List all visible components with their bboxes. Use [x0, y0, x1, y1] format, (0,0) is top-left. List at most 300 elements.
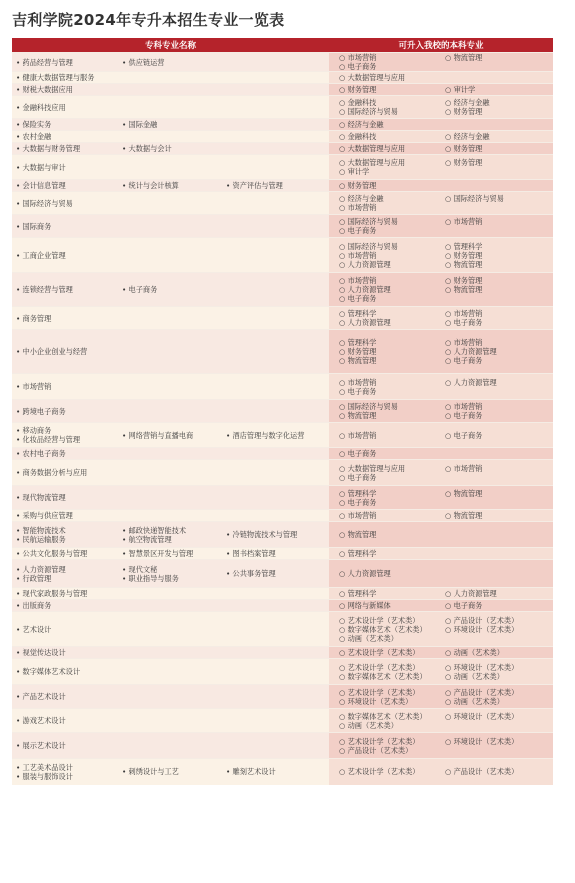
table-row: [12, 131, 553, 143]
undergraduate-major-name: 艺术设计学（艺术类）: [347, 662, 420, 672]
college-major-item: [122, 565, 224, 574]
college-major-name: 公共事务管理: [232, 569, 276, 578]
bullet-icon: •: [16, 102, 23, 112]
circle-bullet-icon: ○: [339, 241, 348, 251]
undergraduate-major-item: [445, 347, 551, 356]
undergraduate-major-item: [445, 625, 551, 634]
circle-bullet-icon: ○: [339, 318, 348, 327]
college-major-item: [16, 565, 120, 574]
undergraduate-major-name: 电子商务: [453, 318, 483, 327]
undergraduate-major-name: 环境设计（艺术类）: [453, 662, 519, 672]
undergraduate-major-cell: [329, 72, 553, 84]
undergraduate-major-name: 经济与金融: [453, 98, 490, 107]
bullet-icon: •: [122, 573, 129, 583]
circle-bullet-icon: ○: [339, 511, 348, 520]
undergraduate-major-name: 财务管理: [453, 107, 483, 116]
table-row: [12, 180, 553, 192]
college-major-name: 资产评估与管理: [232, 181, 283, 190]
circle-bullet-icon: ○: [445, 98, 454, 107]
undergraduate-major-name: 艺术设计学（艺术类）: [347, 648, 420, 657]
undergraduate-major-item: [339, 203, 445, 212]
college-major-name: 市场营销: [22, 382, 52, 391]
table-row: [12, 155, 553, 180]
undergraduate-major-item: [445, 318, 551, 327]
undergraduate-major-name: 人力资源管理: [347, 318, 391, 327]
circle-bullet-icon: ○: [339, 736, 348, 746]
bullet-icon: •: [16, 534, 23, 544]
undergraduate-major-name: 环境设计（艺术类）: [453, 624, 519, 634]
circle-bullet-icon: ○: [339, 98, 348, 107]
bullet-icon: •: [16, 162, 23, 172]
college-major-cell: [12, 374, 329, 400]
undergraduate-major-item: [339, 62, 445, 71]
undergraduate-major-item: [339, 181, 445, 190]
undergraduate-major-item: [445, 712, 551, 721]
table-row: [12, 307, 553, 330]
circle-bullet-icon: ○: [445, 318, 454, 327]
undergraduate-major-item: [339, 132, 445, 141]
college-major-item: [226, 181, 326, 190]
undergraduate-major-name: 物流管理: [347, 356, 377, 365]
college-major-cell: [12, 238, 329, 273]
undergraduate-major-cell: [329, 647, 553, 659]
college-major-cell: [12, 510, 329, 522]
circle-bullet-icon: ○: [339, 530, 348, 539]
bullet-icon: •: [16, 57, 23, 67]
circle-bullet-icon: ○: [339, 497, 348, 507]
undergraduate-major-item: [445, 217, 551, 226]
circle-bullet-icon: ○: [339, 745, 348, 755]
college-major-cell: [12, 96, 329, 119]
undergraduate-major-name: 管理科学: [347, 338, 377, 347]
table-row: [12, 647, 553, 659]
undergraduate-major-name: 网络与新媒体: [347, 601, 391, 610]
undergraduate-major-item: [445, 464, 551, 473]
college-major-name: 移动商务: [22, 426, 52, 435]
college-major-item: [16, 449, 120, 458]
college-major-cell: [12, 273, 329, 307]
undergraduate-major-cell: [329, 612, 553, 647]
circle-bullet-icon: ○: [445, 338, 454, 347]
table-row: [12, 423, 553, 448]
undergraduate-major-cell: [329, 733, 553, 759]
bullet-icon: •: [16, 382, 23, 391]
bullet-icon: •: [16, 250, 23, 260]
bullet-icon: •: [16, 573, 23, 583]
undergraduate-major-name: 财务管理: [347, 181, 377, 190]
bullet-icon: •: [122, 525, 129, 535]
undergraduate-major-item: [339, 242, 445, 251]
college-major-cell: [12, 522, 329, 548]
undergraduate-major-item: [445, 260, 551, 269]
circle-bullet-icon: ○: [445, 107, 454, 116]
college-major-cell: [12, 330, 329, 374]
circle-bullet-icon: ○: [339, 226, 348, 235]
table-row: [12, 460, 553, 486]
undergraduate-major-name: 市场营销: [453, 217, 483, 226]
college-major-cell: [12, 588, 329, 600]
circle-bullet-icon: ○: [339, 107, 348, 116]
bullet-icon: •: [16, 716, 23, 725]
college-major-name: 大数据与会计: [128, 144, 172, 153]
undergraduate-major-cell: [329, 759, 553, 785]
undergraduate-major-item: [445, 737, 551, 746]
circle-bullet-icon: ○: [445, 402, 454, 411]
circle-bullet-icon: ○: [339, 144, 348, 153]
undergraduate-major-item: [445, 144, 551, 153]
circle-bullet-icon: ○: [445, 767, 454, 777]
table-row: [12, 238, 553, 273]
undergraduate-major-item: [339, 167, 445, 176]
circle-bullet-icon: ○: [445, 53, 454, 62]
college-major-item: [16, 347, 120, 356]
undergraduate-major-cell: [329, 155, 553, 180]
college-major-cell: [12, 215, 329, 238]
undergraduate-major-item: [339, 120, 445, 129]
undergraduate-major-name: 财务管理: [453, 158, 483, 167]
college-major-cell: [12, 659, 329, 685]
bullet-icon: •: [16, 435, 23, 444]
bullet-icon: •: [16, 589, 23, 598]
undergraduate-major-item: [339, 530, 445, 539]
college-major-item: [122, 120, 224, 129]
undergraduate-major-item: [339, 498, 445, 507]
undergraduate-major-item: [339, 53, 445, 62]
undergraduate-major-item: [445, 107, 551, 116]
college-major-item: [16, 763, 120, 772]
bullet-icon: •: [16, 347, 23, 356]
undergraduate-major-item: [339, 616, 445, 625]
undergraduate-major-name: 物流管理: [347, 411, 377, 420]
circle-bullet-icon: ○: [339, 633, 348, 643]
undergraduate-major-cell: [329, 330, 553, 374]
circle-bullet-icon: ○: [339, 601, 348, 610]
college-major-name: 工商企业管理: [22, 250, 66, 260]
bullet-icon: •: [16, 313, 23, 323]
undergraduate-major-name: 管理科学: [347, 309, 377, 318]
college-major-name: 工艺美术品设计: [22, 762, 73, 772]
undergraduate-major-item: [339, 634, 445, 643]
undergraduate-major-name: 市场营销: [347, 377, 377, 387]
college-major-name: 供应链运营: [128, 57, 165, 67]
undergraduate-major-name: 电子商务: [347, 472, 377, 482]
college-major-item: [16, 716, 120, 725]
undergraduate-major-name: 电子商务: [453, 411, 483, 420]
undergraduate-major-item: [339, 318, 445, 327]
college-major-item: [16, 535, 120, 544]
table-row: [12, 72, 553, 84]
circle-bullet-icon: ○: [339, 569, 348, 578]
bullet-icon: •: [226, 530, 233, 539]
circle-bullet-icon: ○: [445, 687, 454, 697]
college-major-item: [226, 530, 326, 539]
circle-bullet-icon: ○: [339, 386, 348, 396]
undergraduate-major-cell: [329, 192, 553, 215]
college-major-name: 艺术设计: [22, 624, 52, 634]
circle-bullet-icon: ○: [339, 711, 348, 721]
undergraduate-major-name: 金融科技: [347, 132, 377, 141]
undergraduate-major-name: 市场营销: [347, 203, 377, 212]
circle-bullet-icon: ○: [445, 259, 454, 269]
undergraduate-major-cell: [329, 84, 553, 96]
undergraduate-major-item: [339, 464, 445, 473]
undergraduate-major-item: [445, 511, 551, 520]
circle-bullet-icon: ○: [339, 671, 348, 681]
undergraduate-major-name: 动画（艺术类）: [453, 671, 504, 681]
circle-bullet-icon: ○: [339, 411, 348, 420]
undergraduate-major-cell: [329, 560, 553, 588]
circle-bullet-icon: ○: [445, 85, 454, 94]
circle-bullet-icon: ○: [445, 601, 454, 610]
circle-bullet-icon: ○: [339, 648, 348, 657]
undergraduate-major-item: [339, 294, 445, 303]
college-major-name: 现代家政服务与管理: [22, 589, 88, 598]
undergraduate-major-name: 经济与金融: [347, 120, 384, 129]
undergraduate-major-item: [339, 449, 445, 458]
undergraduate-major-item: [445, 688, 551, 697]
college-major-name: 视觉传达设计: [22, 648, 66, 657]
undergraduate-major-name: 数字媒体艺术（艺术类）: [347, 711, 427, 721]
bullet-icon: •: [122, 564, 129, 574]
college-major-item: [16, 407, 120, 416]
undergraduate-major-name: 市场营销: [347, 430, 377, 440]
table-row: [12, 143, 553, 155]
undergraduate-major-name: 环境设计（艺术类）: [347, 696, 413, 706]
circle-bullet-icon: ○: [339, 259, 348, 269]
undergraduate-major-cell: [329, 143, 553, 155]
college-major-item: [16, 85, 120, 94]
college-major-item: [16, 103, 120, 112]
undergraduate-major-name: 市场营销: [347, 53, 377, 62]
undergraduate-major-cell: [329, 600, 553, 612]
undergraduate-major-item: [339, 347, 445, 356]
college-major-name: 统计与会计核算: [128, 181, 179, 190]
circle-bullet-icon: ○: [339, 294, 348, 303]
college-major-name: 健康大数据管理与服务: [22, 73, 95, 82]
undergraduate-major-item: [445, 309, 551, 318]
undergraduate-major-cell: [329, 180, 553, 192]
college-major-cell: [12, 84, 329, 96]
college-major-name: 人力资源管理: [22, 564, 66, 574]
bullet-icon: •: [16, 120, 23, 129]
circle-bullet-icon: ○: [445, 217, 454, 226]
undergraduate-major-name: 人力资源管理: [453, 347, 497, 356]
undergraduate-major-item: [339, 378, 445, 387]
bullet-icon: •: [16, 449, 23, 458]
college-major-item: [16, 199, 120, 208]
college-major-name: 化妆品经营与管理: [22, 435, 81, 444]
college-major-item: [16, 468, 120, 477]
college-major-name: 智慧景区开发与管理: [128, 549, 194, 558]
bullet-icon: •: [16, 741, 23, 750]
table-row: [12, 548, 553, 560]
college-major-item: [16, 181, 120, 190]
table-row: [12, 330, 553, 374]
undergraduate-major-item: [339, 737, 445, 746]
major-table: [12, 38, 553, 785]
college-major-item: [16, 493, 120, 502]
undergraduate-major-name: 电子商务: [347, 226, 377, 235]
bullet-icon: •: [16, 692, 23, 701]
bullet-icon: •: [16, 493, 23, 502]
college-major-cell: [12, 486, 329, 510]
undergraduate-major-item: [339, 411, 445, 420]
bullet-icon: •: [122, 430, 129, 440]
undergraduate-major-name: 电子商务: [347, 449, 377, 458]
college-major-name: 展示艺术设计: [22, 741, 66, 750]
bullet-icon: •: [16, 132, 23, 141]
table-row: [12, 400, 553, 423]
bullet-icon: •: [226, 569, 233, 578]
circle-bullet-icon: ○: [445, 250, 454, 260]
circle-bullet-icon: ○: [445, 377, 454, 387]
circle-bullet-icon: ○: [339, 120, 348, 129]
college-major-cell: [12, 400, 329, 423]
circle-bullet-icon: ○: [339, 356, 348, 365]
college-major-name: 会计信息管理: [22, 181, 66, 190]
undergraduate-major-cell: [329, 548, 553, 560]
table-row: [12, 96, 553, 119]
table-row: [12, 522, 553, 548]
undergraduate-major-name: 产品设计（艺术类）: [453, 687, 519, 697]
college-major-item: [122, 431, 224, 440]
undergraduate-major-item: [445, 489, 551, 498]
college-major-cell: [12, 192, 329, 215]
undergraduate-major-name: 艺术设计学（艺术类）: [347, 736, 420, 746]
college-major-name: 公共文化服务与管理: [22, 549, 88, 558]
undergraduate-major-item: [339, 144, 445, 153]
circle-bullet-icon: ○: [339, 589, 348, 598]
undergraduate-major-item: [445, 663, 551, 672]
circle-bullet-icon: ○: [445, 696, 454, 706]
college-major-item: [16, 222, 120, 231]
college-major-item: [122, 58, 224, 67]
undergraduate-major-name: 国际经济与贸易: [347, 107, 398, 116]
undergraduate-major-name: 审计学: [453, 85, 476, 94]
circle-bullet-icon: ○: [339, 338, 348, 347]
undergraduate-major-item: [339, 589, 445, 598]
undergraduate-major-name: 市场营销: [453, 463, 483, 473]
circle-bullet-icon: ○: [339, 158, 348, 167]
undergraduate-major-item: [339, 625, 445, 634]
undergraduate-major-item: [445, 648, 551, 657]
college-major-cell: [12, 119, 329, 131]
college-major-name: 邮政快递智能技术: [128, 525, 187, 535]
circle-bullet-icon: ○: [339, 377, 348, 387]
circle-bullet-icon: ○: [339, 203, 348, 212]
circle-bullet-icon: ○: [445, 662, 454, 672]
circle-bullet-icon: ○: [339, 53, 348, 62]
circle-bullet-icon: ○: [445, 624, 454, 634]
table-row: [12, 659, 553, 685]
circle-bullet-icon: ○: [445, 511, 454, 520]
undergraduate-major-item: [445, 672, 551, 681]
college-major-cell: [12, 180, 329, 192]
undergraduate-major-item: [445, 589, 551, 598]
table-row: [12, 374, 553, 400]
undergraduate-major-name: 市场营销: [347, 511, 377, 520]
undergraduate-major-cell: [329, 53, 553, 72]
undergraduate-major-item: [339, 473, 445, 482]
table-row: [12, 192, 553, 215]
undergraduate-major-name: 国际经济与贸易: [347, 402, 398, 411]
college-major-name: 游戏艺术设计: [22, 716, 66, 725]
undergraduate-major-name: 金融科技: [347, 98, 377, 107]
college-major-cell: [12, 72, 329, 84]
bullet-icon: •: [16, 511, 23, 520]
undergraduate-major-item: [339, 672, 445, 681]
undergraduate-major-name: 国际经济与贸易: [453, 194, 504, 203]
undergraduate-major-item: [339, 489, 445, 498]
undergraduate-major-cell: [329, 510, 553, 522]
undergraduate-major-name: 艺术设计学（艺术类）: [347, 615, 420, 625]
college-major-cell: [12, 155, 329, 180]
circle-bullet-icon: ○: [339, 309, 348, 318]
college-major-name: 国际商务: [22, 221, 52, 231]
bullet-icon: •: [16, 549, 23, 558]
circle-bullet-icon: ○: [339, 347, 348, 356]
circle-bullet-icon: ○: [445, 347, 454, 356]
undergraduate-major-item: [445, 251, 551, 260]
undergraduate-major-name: 财务管理: [453, 276, 483, 285]
bullet-icon: •: [16, 85, 23, 94]
table-row: [12, 560, 553, 588]
undergraduate-major-cell: [329, 273, 553, 307]
undergraduate-major-name: 电子商务: [347, 386, 377, 396]
undergraduate-major-item: [445, 338, 551, 347]
header-college-major: 专科专业名称: [12, 38, 329, 53]
undergraduate-major-item: [445, 285, 551, 294]
college-major-name: 农村电子商务: [22, 449, 66, 458]
circle-bullet-icon: ○: [445, 132, 454, 141]
undergraduate-major-item: [339, 107, 445, 116]
undergraduate-major-item: [339, 697, 445, 706]
circle-bullet-icon: ○: [445, 158, 454, 167]
undergraduate-major-cell: [329, 374, 553, 400]
table-row: [12, 600, 553, 612]
college-major-item: [16, 163, 120, 172]
undergraduate-major-item: [445, 98, 551, 107]
undergraduate-major-item: [339, 601, 445, 610]
bullet-icon: •: [16, 181, 23, 190]
college-major-name: 现代物流管理: [22, 493, 66, 502]
undergraduate-major-cell: [329, 522, 553, 548]
circle-bullet-icon: ○: [339, 85, 348, 94]
college-major-item: [16, 251, 120, 260]
undergraduate-major-name: 电子商务: [347, 497, 377, 507]
table-row: [12, 486, 553, 510]
undergraduate-major-name: 电子商务: [453, 601, 483, 610]
undergraduate-major-name: 大数据管理与应用: [347, 463, 406, 473]
table-row: [12, 53, 553, 72]
undergraduate-major-item: [339, 431, 445, 440]
circle-bullet-icon: ○: [339, 615, 348, 625]
undergraduate-major-cell: [329, 119, 553, 131]
undergraduate-major-item: [445, 601, 551, 610]
college-major-name: 国际金融: [128, 120, 158, 129]
undergraduate-major-name: 数字媒体艺术（艺术类）: [347, 624, 427, 634]
undergraduate-major-item: [339, 356, 445, 365]
table-row: [12, 119, 553, 131]
undergraduate-major-item: [339, 309, 445, 318]
circle-bullet-icon: ○: [445, 463, 454, 473]
bullet-icon: •: [122, 285, 129, 294]
undergraduate-major-name: 艺术设计学（艺术类）: [347, 687, 420, 697]
undergraduate-major-item: [339, 511, 445, 520]
undergraduate-major-cell: [329, 486, 553, 510]
undergraduate-major-cell: [329, 96, 553, 119]
college-major-cell: [12, 423, 329, 448]
